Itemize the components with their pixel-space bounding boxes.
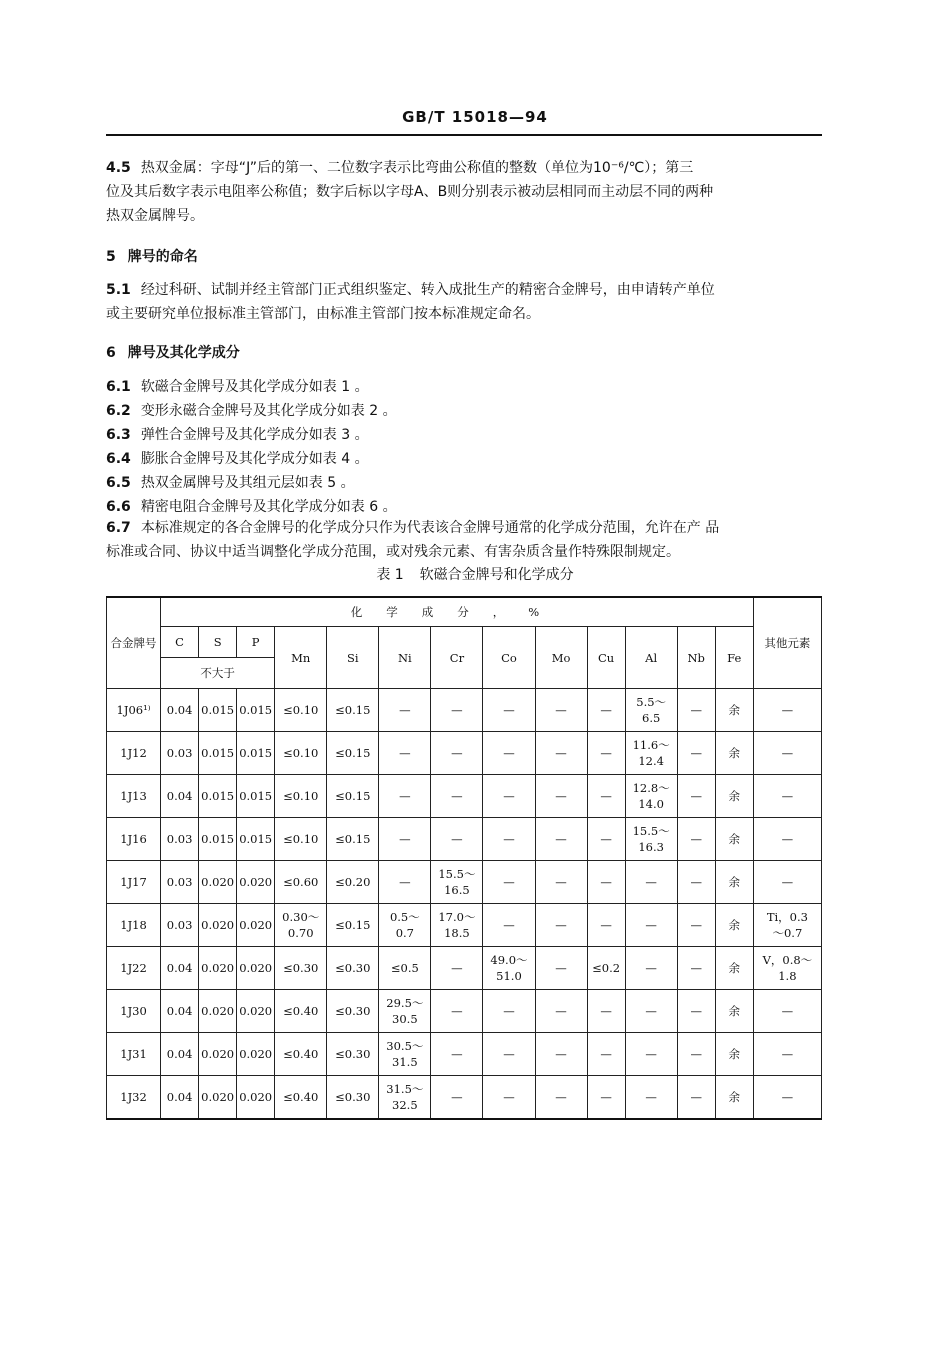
section-number: 6 <box>106 345 116 361</box>
header-col-mn: Mn <box>275 627 327 689</box>
table-cell: — <box>753 689 821 732</box>
table-cell: 余 <box>715 775 753 818</box>
clause-text-line: 位及其后数字表示电阻率公称值；数字后标以字母A、B则分别表示被动层相同而主动层不同的两种 <box>106 184 714 200</box>
table-cell: ≤0.15 <box>327 689 379 732</box>
table-cell: 17.0～ 18.5 <box>431 904 483 947</box>
table-cell: — <box>753 1033 821 1076</box>
table-cell: — <box>535 947 587 990</box>
table-cell: 0.020 <box>199 1033 237 1076</box>
header-col-c: C <box>161 627 199 658</box>
table-cell: — <box>431 1033 483 1076</box>
table-cell: ≤0.5 <box>379 947 431 990</box>
table-cell: ≤0.30 <box>275 947 327 990</box>
table-cell: — <box>753 732 821 775</box>
table-row <box>107 732 822 775</box>
header-divider <box>106 134 822 136</box>
table-cell: 0.020 <box>199 1076 237 1120</box>
clause-text-line: 本标准规定的各合金牌号的化学成分只作为代表该合金牌号通常的化学成分范围，允许在产 品 <box>140 520 720 536</box>
table-cell: 30.5～ 31.5 <box>379 1033 431 1076</box>
table-cell: ≤0.15 <box>327 732 379 775</box>
table-row <box>107 818 822 861</box>
table-cell: 0.015 <box>199 732 237 775</box>
table-cell: 0.015 <box>199 775 237 818</box>
table-cell: 31.5～ 32.5 <box>379 1076 431 1120</box>
table-cell: ≤0.30 <box>327 947 379 990</box>
table-cell: — <box>535 904 587 947</box>
clause-number: 6.4 <box>106 451 131 467</box>
table-cell: — <box>677 1033 715 1076</box>
table-cell: ≤0.10 <box>275 689 327 732</box>
cell-brand: 1J18 <box>107 904 161 947</box>
table-cell: 0.015 <box>237 775 275 818</box>
table-cell: — <box>379 732 431 775</box>
table-cell: 0.015 <box>237 689 275 732</box>
table-cell: 0.015 <box>237 818 275 861</box>
clause-4-5 <box>106 156 822 228</box>
table-cell: — <box>753 775 821 818</box>
header-col-p: P <box>237 627 275 658</box>
table-cell: 余 <box>715 689 753 732</box>
cell-brand: 1J32 <box>107 1076 161 1120</box>
table-cell: 余 <box>715 904 753 947</box>
table-cell: 0.015 <box>237 732 275 775</box>
clause-text-line: 热双金属牌号。 <box>106 208 204 224</box>
table-cell: ≤0.40 <box>275 990 327 1033</box>
table-cell: 0.020 <box>199 861 237 904</box>
table-cell: 0.020 <box>237 861 275 904</box>
table-row <box>107 1033 822 1076</box>
table-cell: — <box>431 689 483 732</box>
table-row <box>107 904 822 947</box>
table-cell: 0.03 <box>161 861 199 904</box>
header-col-cr: Cr <box>431 627 483 689</box>
table-row <box>107 1076 822 1120</box>
table-row <box>107 861 822 904</box>
cell-brand: 1J06¹⁾ <box>107 689 161 732</box>
table-cell: — <box>625 861 677 904</box>
table-cell: — <box>483 689 535 732</box>
table-cell: — <box>587 1076 625 1120</box>
clause-text: 弹性合金牌号及其化学成分如表 3 。 <box>140 427 369 443</box>
table-title: 软磁合金牌号和化学成分 <box>419 567 574 583</box>
table-cell: ≤0.30 <box>327 1033 379 1076</box>
section-title: 牌号的命名 <box>127 249 198 265</box>
header-other-elements: 其他元素 <box>753 597 821 689</box>
table-cell: 0.015 <box>199 818 237 861</box>
clause-number: 6.6 <box>106 499 131 515</box>
table-cell: — <box>587 990 625 1033</box>
table-cell: ≤0.15 <box>327 904 379 947</box>
table-cell: ≤0.15 <box>327 818 379 861</box>
table-cell: — <box>753 990 821 1033</box>
table-cell: 0.04 <box>161 947 199 990</box>
table-cell: 余 <box>715 818 753 861</box>
section-number: 5 <box>106 249 116 265</box>
table-cell: ≤0.2 <box>587 947 625 990</box>
header-col-al: Al <box>625 627 677 689</box>
table-cell: — <box>587 732 625 775</box>
table-cell: — <box>431 1076 483 1120</box>
header-col-mo: Mo <box>535 627 587 689</box>
table-cell: 11.6～ 12.4 <box>625 732 677 775</box>
clause-number: 6.7 <box>106 520 131 536</box>
clause-6-4 <box>106 448 369 468</box>
table-cell: 余 <box>715 990 753 1033</box>
cell-brand: 1J30 <box>107 990 161 1033</box>
table-cell: 余 <box>715 1033 753 1076</box>
table-cell: — <box>379 818 431 861</box>
page-header-title: GB/T 15018—94 <box>402 108 548 126</box>
table-cell: — <box>483 1076 535 1120</box>
table-number: 表 1 <box>376 567 404 583</box>
table-cell: 5.5～ 6.5 <box>625 689 677 732</box>
clause-5-1 <box>106 278 822 326</box>
table-row <box>107 775 822 818</box>
table-cell: — <box>677 1076 715 1120</box>
clause-6-2 <box>106 400 397 420</box>
clause-6-1 <box>106 376 369 396</box>
table-cell: 余 <box>715 947 753 990</box>
header-col-s: S <box>199 627 237 658</box>
table-cell: — <box>753 818 821 861</box>
table-cell: 12.8～ 14.0 <box>625 775 677 818</box>
table-cell: 0.015 <box>199 689 237 732</box>
table-cell: — <box>483 990 535 1033</box>
table-cell: ≤0.30 <box>327 1076 379 1120</box>
table-cell: 0.020 <box>237 904 275 947</box>
table-cell: — <box>483 1033 535 1076</box>
cell-brand: 1J12 <box>107 732 161 775</box>
clause-6-6 <box>106 496 397 516</box>
section-title: 牌号及其化学成分 <box>127 345 240 361</box>
clause-number: 6.3 <box>106 427 131 443</box>
table-cell: — <box>483 861 535 904</box>
table-cell: ≤0.60 <box>275 861 327 904</box>
table-cell: — <box>483 732 535 775</box>
table-cell: 0.04 <box>161 1033 199 1076</box>
table-cell: — <box>587 689 625 732</box>
section-heading-6 <box>106 342 240 362</box>
clause-6-7 <box>106 516 822 564</box>
table-cell: ≤0.15 <box>327 775 379 818</box>
table-cell: 0.5～ 0.7 <box>379 904 431 947</box>
table-cell: — <box>587 904 625 947</box>
header-col-si: Si <box>327 627 379 689</box>
header-col-fe: Fe <box>715 627 753 689</box>
table-cell: 0.30～ 0.70 <box>275 904 327 947</box>
table-cell: — <box>625 1076 677 1120</box>
clause-text: 精密电阻合金牌号及其化学成分如表 6 。 <box>140 499 397 515</box>
clause-number: 6.1 <box>106 379 131 395</box>
table-cell: 0.020 <box>199 990 237 1033</box>
table-cell: — <box>535 732 587 775</box>
table-cell: — <box>753 1076 821 1120</box>
clause-text-line: 热双金属：字母“J”后的第一、二位数字表示比弯曲公称值的整数（单位为10⁻⁶/℃）；第三 <box>140 160 694 176</box>
clause-text: 软磁合金牌号及其化学成分如表 1 。 <box>140 379 369 395</box>
table-cell: 0.04 <box>161 990 199 1033</box>
table-cell: — <box>625 1033 677 1076</box>
table-row <box>107 689 822 732</box>
table-cell: — <box>587 1033 625 1076</box>
table-cell: — <box>535 1076 587 1120</box>
table-cell: — <box>677 861 715 904</box>
table-cell: — <box>587 861 625 904</box>
table-cell: — <box>379 775 431 818</box>
table-cell: — <box>535 818 587 861</box>
header-col-nb: Nb <box>677 627 715 689</box>
clause-number: 6.2 <box>106 403 131 419</box>
table-cell: — <box>677 775 715 818</box>
table-cell: 0.020 <box>199 904 237 947</box>
table-cell: 0.020 <box>237 947 275 990</box>
table-cell: 0.04 <box>161 689 199 732</box>
table-cell: 0.03 <box>161 818 199 861</box>
header-col-co: Co <box>483 627 535 689</box>
table-cell: 15.5～ 16.5 <box>431 861 483 904</box>
cell-brand: 1J16 <box>107 818 161 861</box>
table-cell: 0.03 <box>161 904 199 947</box>
table-cell: 0.020 <box>237 1076 275 1120</box>
table-cell: ≤0.30 <box>327 990 379 1033</box>
header-chemical-composition: 化学成分，% <box>161 597 754 627</box>
clause-text-line: 标准或合同、协议中适当调整化学成分范围，或对残余元素、有害杂质含量作特殊限制规定。 <box>106 544 680 560</box>
table-cell: — <box>535 689 587 732</box>
table-cell: — <box>379 861 431 904</box>
table-cell: — <box>535 775 587 818</box>
table-cell: — <box>431 775 483 818</box>
clause-text: 膨胀合金牌号及其化学成分如表 4 。 <box>140 451 369 467</box>
table-cell: — <box>483 818 535 861</box>
header-not-more-than: 不大于 <box>161 658 275 689</box>
table-cell: ≤0.40 <box>275 1033 327 1076</box>
table-cell: — <box>483 904 535 947</box>
cell-brand: 1J13 <box>107 775 161 818</box>
cell-brand: 1J22 <box>107 947 161 990</box>
header-col-cu: Cu <box>587 627 625 689</box>
header-col-ni: Ni <box>379 627 431 689</box>
clause-text-line: 或主要研究单位报标准主管部门，由标准主管部门按本标准规定命名。 <box>106 306 540 322</box>
table-cell: — <box>431 947 483 990</box>
table-cell: 0.020 <box>237 1033 275 1076</box>
table-cell: — <box>677 904 715 947</box>
clause-6-5 <box>106 472 355 492</box>
table-cell: 余 <box>715 1076 753 1120</box>
table-cell: 0.020 <box>237 990 275 1033</box>
table-cell: — <box>535 1033 587 1076</box>
cell-brand: 1J17 <box>107 861 161 904</box>
table-cell: — <box>625 990 677 1033</box>
composition-table <box>106 596 822 1120</box>
table-cell: ≤0.10 <box>275 775 327 818</box>
clause-text: 变形永磁合金牌号及其化学成分如表 2 。 <box>140 403 397 419</box>
table-caption <box>0 564 950 584</box>
table-cell: 0.04 <box>161 1076 199 1120</box>
table-cell: ≤0.10 <box>275 732 327 775</box>
table-body <box>107 689 822 1120</box>
table-cell: — <box>535 990 587 1033</box>
table-cell: — <box>587 775 625 818</box>
table-row <box>107 947 822 990</box>
clause-text-line: 经过科研、试制并经主管部门正式组织鉴定、转入成批生产的精密合金牌号，由申请转产单位 <box>140 282 715 298</box>
section-heading-5 <box>106 246 198 266</box>
table-cell: — <box>625 904 677 947</box>
table-cell: — <box>535 861 587 904</box>
clause-number: 6.5 <box>106 475 131 491</box>
table-cell: 15.5～ 16.3 <box>625 818 677 861</box>
table-cell: — <box>677 732 715 775</box>
table-cell: — <box>431 990 483 1033</box>
table-cell: — <box>677 689 715 732</box>
table-cell: 余 <box>715 861 753 904</box>
table-cell: — <box>379 689 431 732</box>
table-cell: — <box>431 732 483 775</box>
clause-number: 5.1 <box>106 282 131 298</box>
table-cell: — <box>753 861 821 904</box>
table-cell: 0.03 <box>161 732 199 775</box>
table-cell: ≤0.20 <box>327 861 379 904</box>
table-cell: Ti，0.3 ～0.7 <box>753 904 821 947</box>
table-cell: — <box>587 818 625 861</box>
table-cell: — <box>431 818 483 861</box>
clause-6-3 <box>106 424 369 444</box>
table-cell: V，0.8～ 1.8 <box>753 947 821 990</box>
table-cell: — <box>625 947 677 990</box>
table-cell: — <box>483 775 535 818</box>
table-row <box>107 990 822 1033</box>
table-cell: — <box>677 818 715 861</box>
table-cell: 余 <box>715 732 753 775</box>
clause-number: 4.5 <box>106 160 131 176</box>
table-cell: 29.5～ 30.5 <box>379 990 431 1033</box>
header-brand: 合金牌号 <box>107 597 161 689</box>
table-cell: 0.020 <box>199 947 237 990</box>
table-cell: ≤0.40 <box>275 1076 327 1120</box>
table-cell: — <box>677 947 715 990</box>
clause-text: 热双金属牌号及其组元层如表 5 。 <box>140 475 355 491</box>
table-cell: 49.0～ 51.0 <box>483 947 535 990</box>
cell-brand: 1J31 <box>107 1033 161 1076</box>
table-cell: ≤0.10 <box>275 818 327 861</box>
table-cell: — <box>677 990 715 1033</box>
table-cell: 0.04 <box>161 775 199 818</box>
